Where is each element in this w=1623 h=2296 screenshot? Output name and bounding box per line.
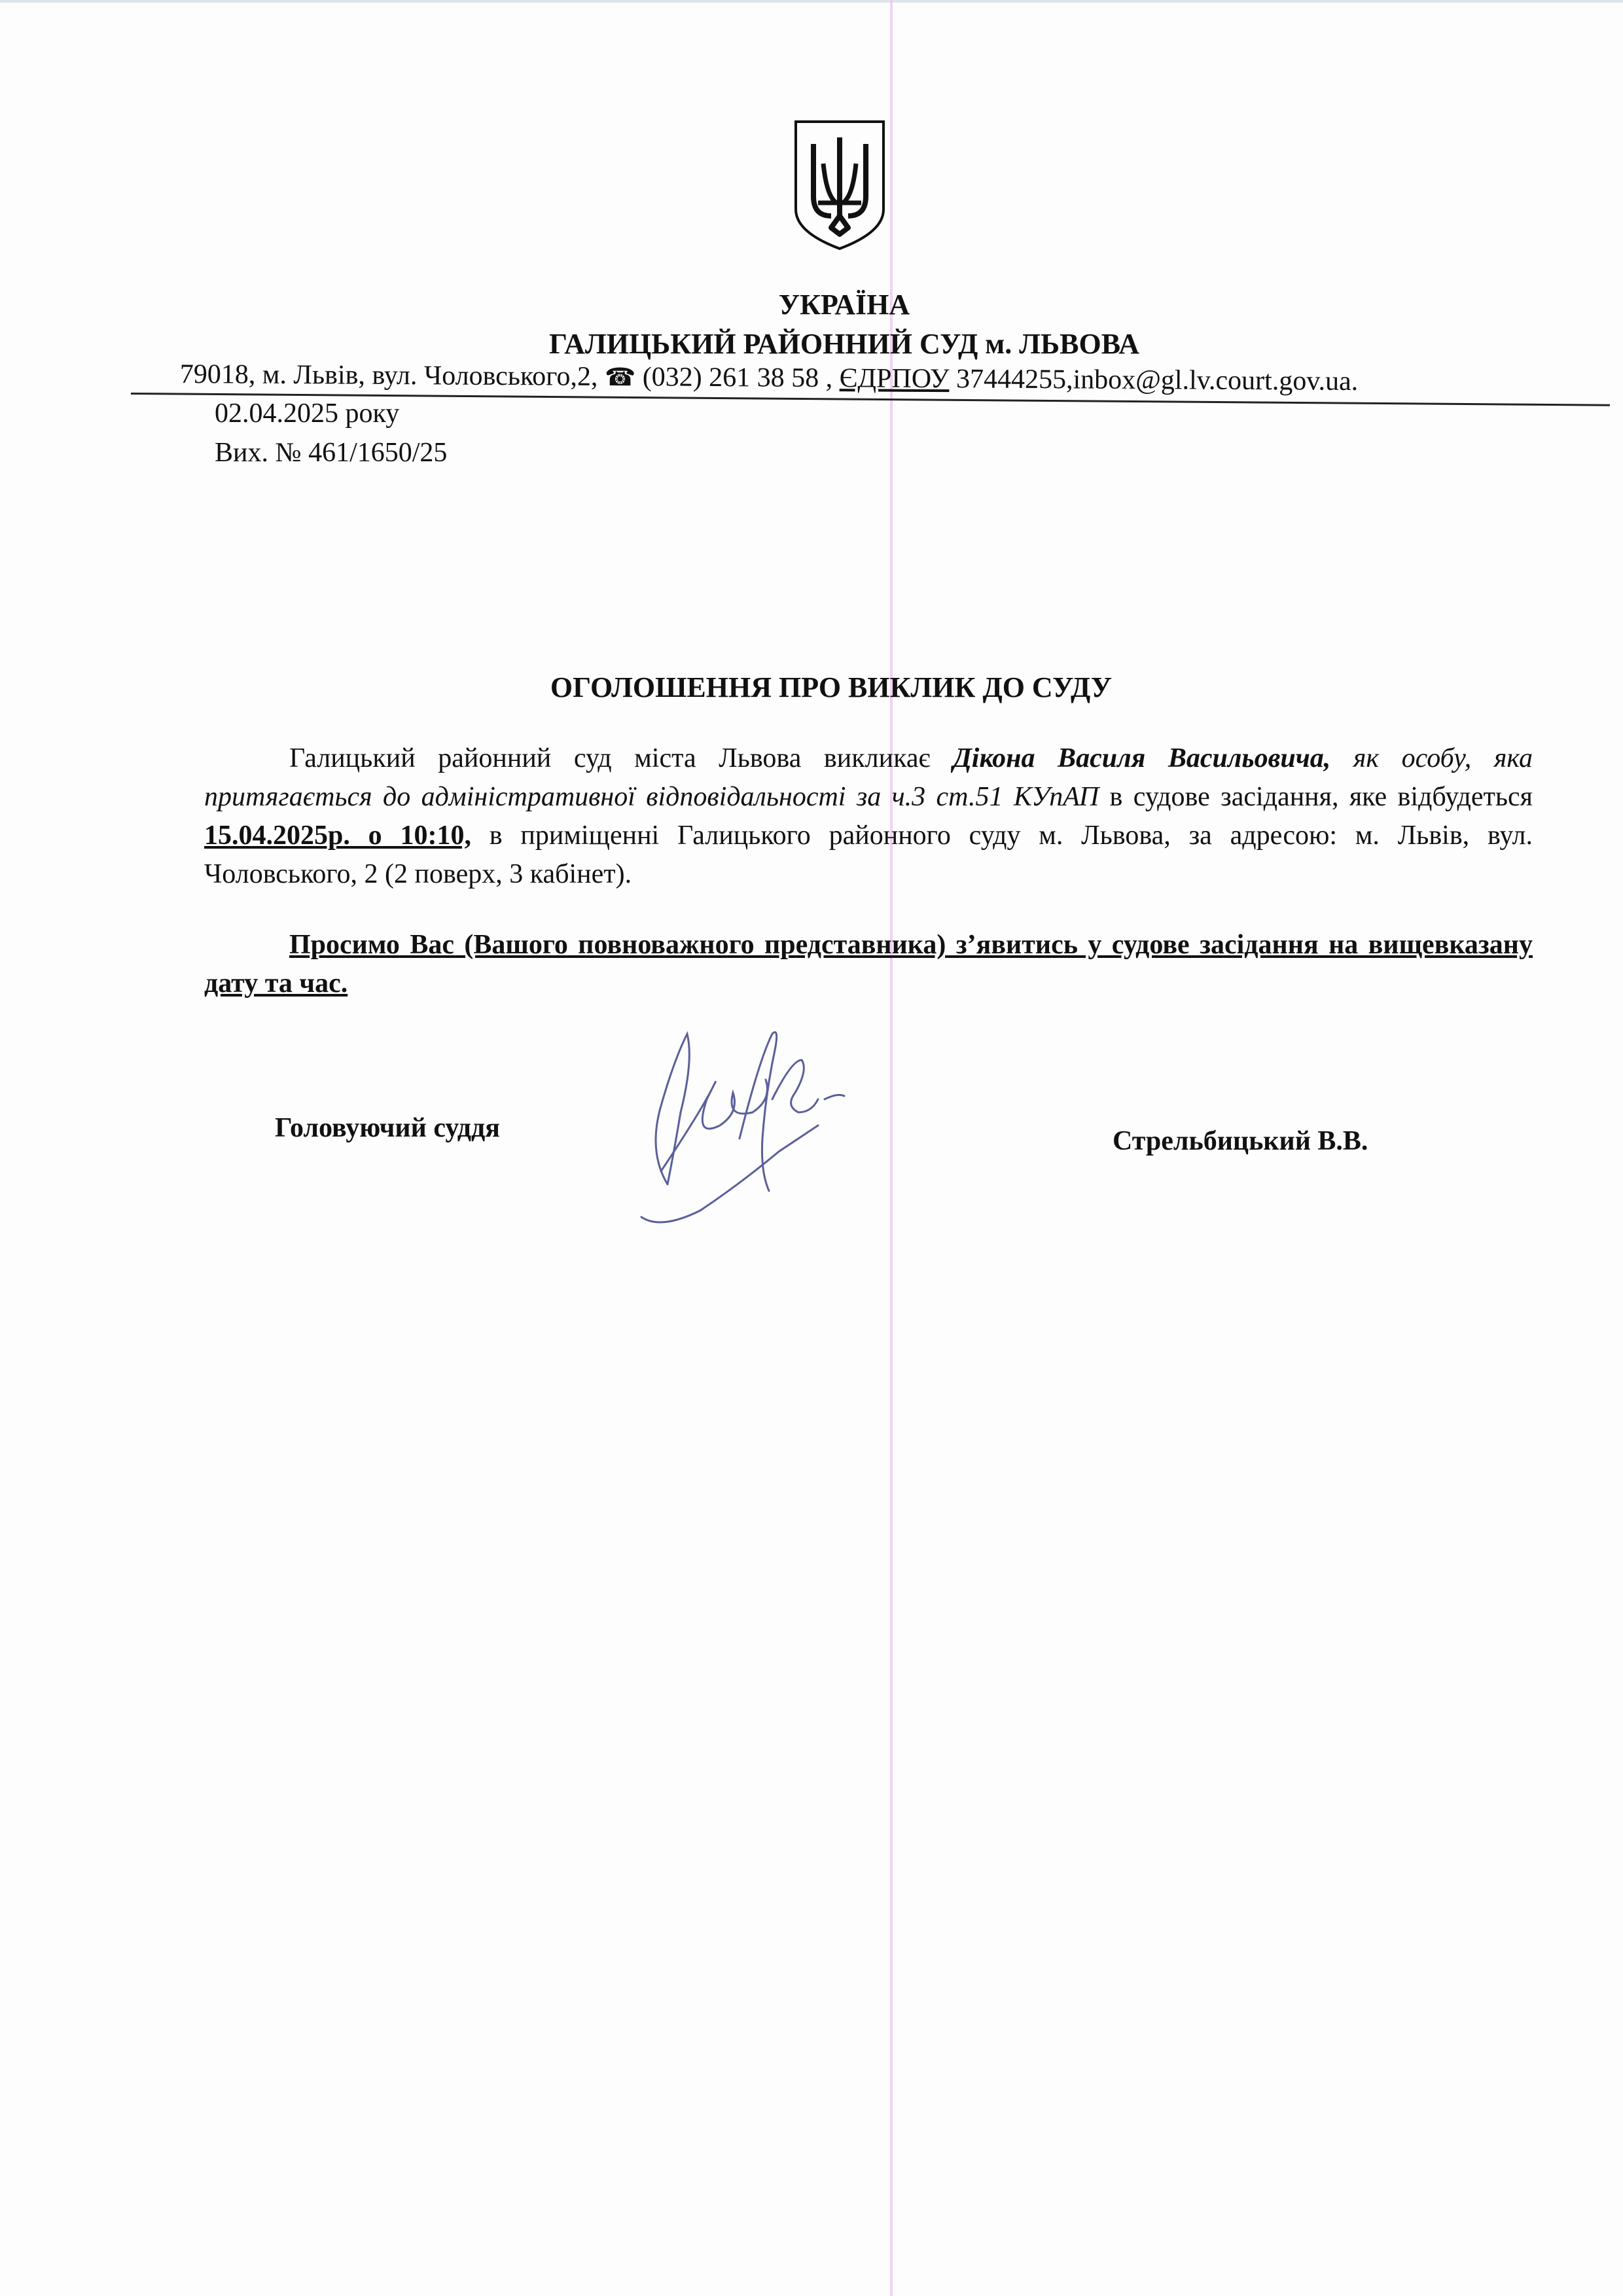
summons-middle: в судове засідання, яке відбудеться bbox=[1099, 782, 1533, 812]
hearing-datetime: 15.04.2025р. о 10:10, bbox=[204, 821, 471, 851]
summons-intro: Галицький районний суд міста Львова викликає bbox=[289, 743, 954, 773]
summons-tail: в приміщенні Галицького районного суду м. Львова, за адресою: м. Львів, вул. Чоловського, 2 (2 поверх, 3 кабінет). bbox=[204, 821, 1533, 889]
court-address: 79018, м. Львів, вул. Чоловського,2, bbox=[179, 359, 598, 392]
judge-position: Головуючий суддя bbox=[275, 1113, 500, 1143]
summoned-role: як особу, яка притягається до адміністративної відповідальності за ч.3 ст.51 КУпАП bbox=[204, 743, 1533, 812]
telephone-icon: ☎ bbox=[604, 362, 636, 392]
document-date: 02.04.2025 року bbox=[215, 398, 400, 429]
coat-of-arms-icon bbox=[791, 118, 889, 252]
court-contact-line bbox=[180, 359, 1359, 397]
edrpou-and-email: 37444255,inbox@gl.lv.court.gov.ua. bbox=[955, 364, 1359, 397]
scan-top-edge bbox=[0, 0, 1623, 3]
court-phone: (032) 261 38 58 , bbox=[642, 362, 833, 394]
edrpou-label: ЄДРПОУ bbox=[839, 363, 950, 395]
summoned-person: Дікона Василя Васильовича, bbox=[953, 743, 1331, 773]
judge-name: Стрельбицький В.В. bbox=[1113, 1126, 1368, 1156]
document-title: ОГОЛОШЕННЯ ПРО ВИКЛИК ДО СУДУ bbox=[550, 671, 1113, 703]
court-heading: ГАЛИЦЬКИЙ РАЙОННИЙ СУД м. ЛЬВОВА bbox=[548, 328, 1140, 360]
country-heading: УКРАЇНА bbox=[778, 289, 910, 321]
appearance-request: Просимо Вас (Вашого повноважного представника) з’явитись у судове засідання на вищевказану дату та час. bbox=[204, 930, 1533, 998]
handwritten-signature bbox=[622, 1021, 857, 1237]
summons-paragraph bbox=[204, 739, 1533, 894]
outgoing-number: Вих. № 461/1650/25 bbox=[215, 438, 448, 468]
